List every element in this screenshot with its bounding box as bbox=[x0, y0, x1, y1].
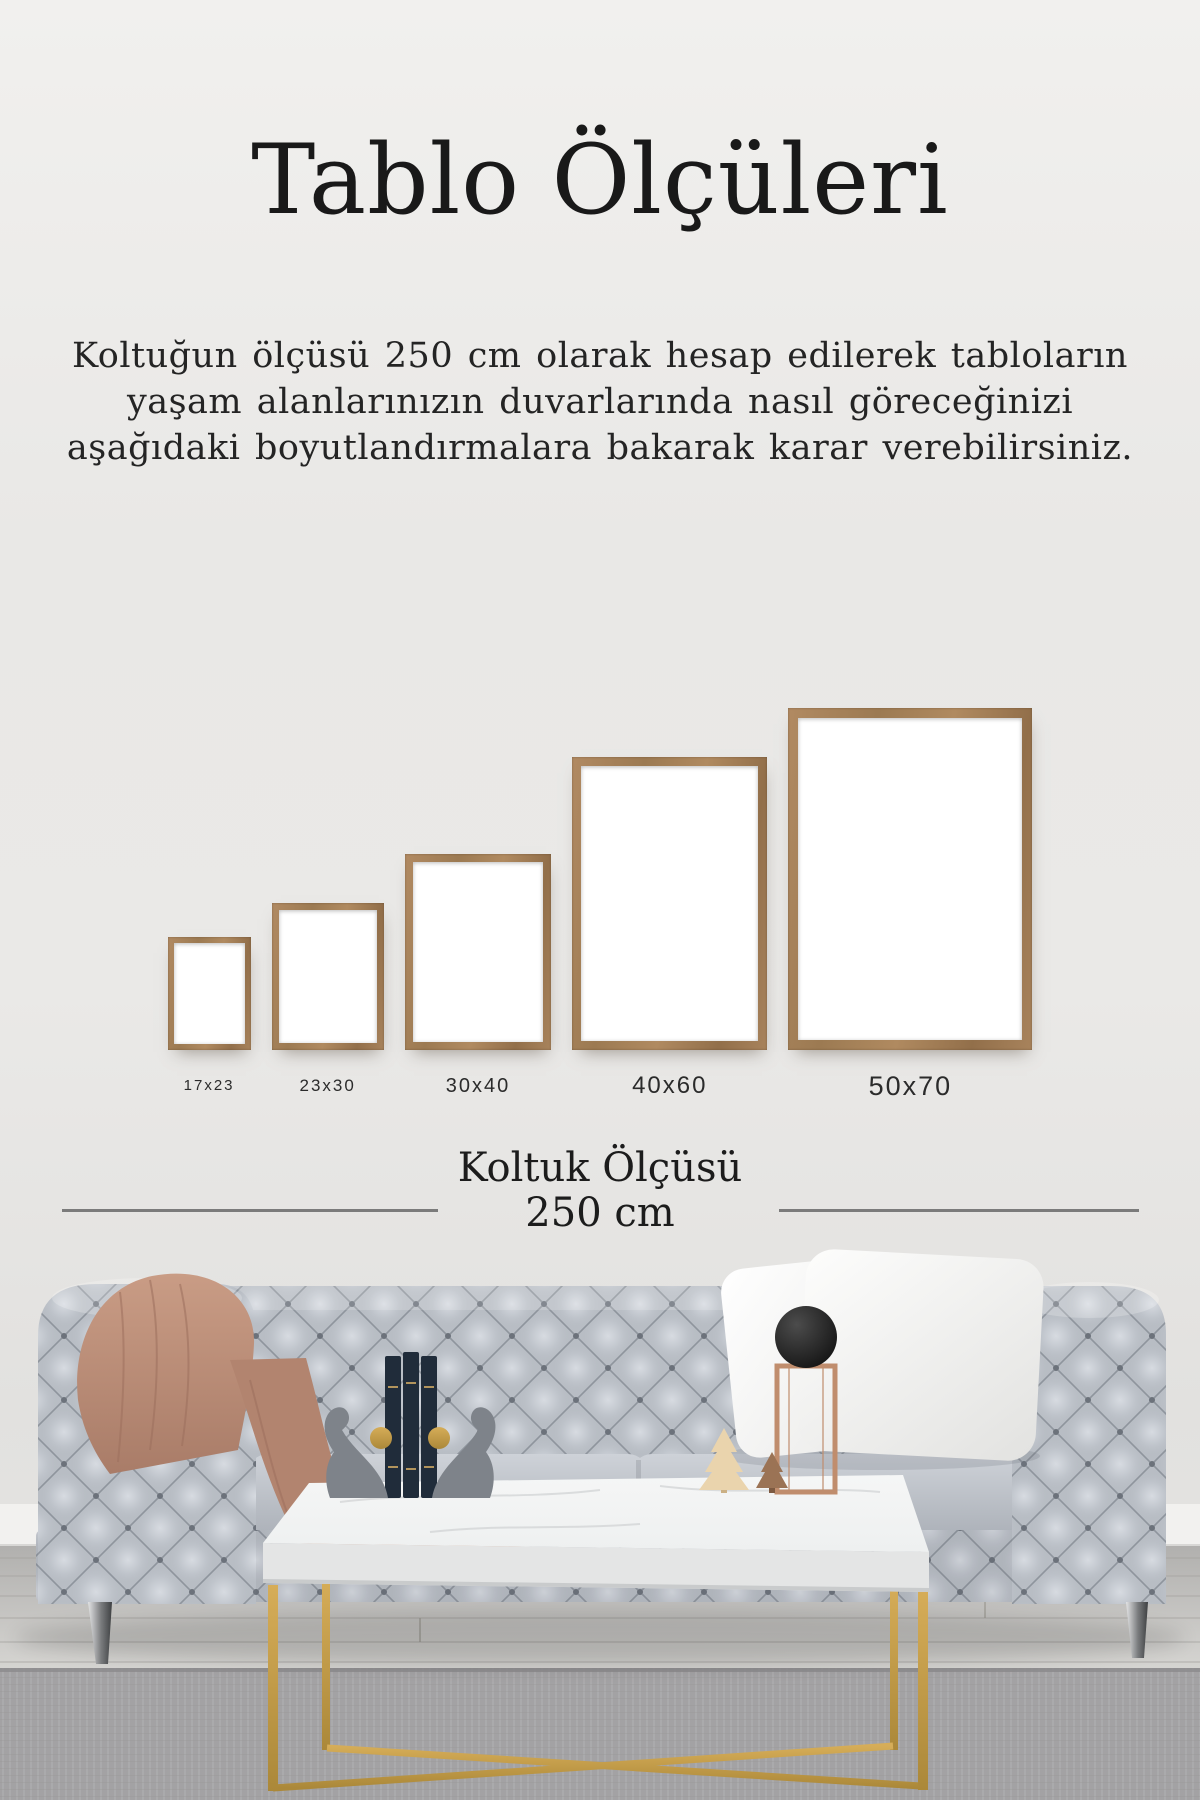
intro-line-3: aşağıdaki boyutlandırmalara bakarak karar verebilirsiniz. bbox=[66, 427, 1134, 468]
table-leg-back-right bbox=[890, 1584, 898, 1750]
frame-column bbox=[572, 757, 767, 1102]
living-room-photo bbox=[0, 1240, 1200, 1800]
frames-row bbox=[0, 708, 1200, 1102]
sofa-floor-shadow bbox=[15, 1610, 1185, 1666]
books bbox=[385, 1352, 437, 1498]
sofa-measure bbox=[0, 1146, 1200, 1236]
frame-column bbox=[788, 708, 1032, 1102]
intro-line-1: Koltuğun ölçüsü 250 cm olarak hesap edilerek tabloların bbox=[72, 336, 1128, 376]
frame-blank-print bbox=[798, 718, 1022, 1040]
picture-frame-30x40 bbox=[405, 854, 551, 1049]
measure-line-right bbox=[779, 1209, 1139, 1212]
frame-size-label: 17x23 bbox=[183, 1076, 235, 1094]
intro-paragraph bbox=[50, 334, 1150, 472]
lamp-sphere bbox=[775, 1306, 837, 1368]
page-title: Tablo Ölçüleri bbox=[251, 124, 949, 236]
table-leg-front-left bbox=[268, 1585, 278, 1791]
picture-frame-17x23 bbox=[168, 937, 251, 1049]
picture-frame-40x60 bbox=[572, 757, 767, 1050]
frame-size-label: 23x30 bbox=[299, 1075, 356, 1095]
frame-size-label: 40x60 bbox=[632, 1071, 708, 1099]
picture-frame-23x30 bbox=[272, 903, 384, 1049]
tree-dark-trunk bbox=[769, 1488, 775, 1493]
frame-size-label: 50x70 bbox=[868, 1070, 953, 1101]
frame-size-label: 30x40 bbox=[445, 1074, 511, 1097]
sofa-measure-value: 250 cm bbox=[525, 1190, 675, 1237]
frame-column bbox=[272, 903, 384, 1101]
frame-column bbox=[168, 937, 251, 1101]
bookend-ball-right bbox=[428, 1427, 450, 1449]
sofa-measure-label: Koltuk Ölçüsü bbox=[457, 1145, 743, 1191]
frame-blank-print bbox=[174, 943, 245, 1043]
frame-blank-print bbox=[279, 910, 377, 1042]
bookend-ball-left bbox=[370, 1427, 392, 1449]
picture-frame-50x70 bbox=[788, 708, 1032, 1050]
frame-column bbox=[405, 854, 551, 1101]
intro-line-2: yaşam alanlarınızın duvarlarında nasıl göreceğinizi bbox=[126, 381, 1074, 422]
frame-blank-print bbox=[413, 862, 543, 1041]
table-leg-front-right bbox=[918, 1590, 928, 1790]
table-leg-back-left bbox=[322, 1578, 330, 1750]
frame-blank-print bbox=[581, 766, 758, 1041]
measure-line-left bbox=[62, 1209, 438, 1212]
area-rug bbox=[0, 1668, 1200, 1800]
